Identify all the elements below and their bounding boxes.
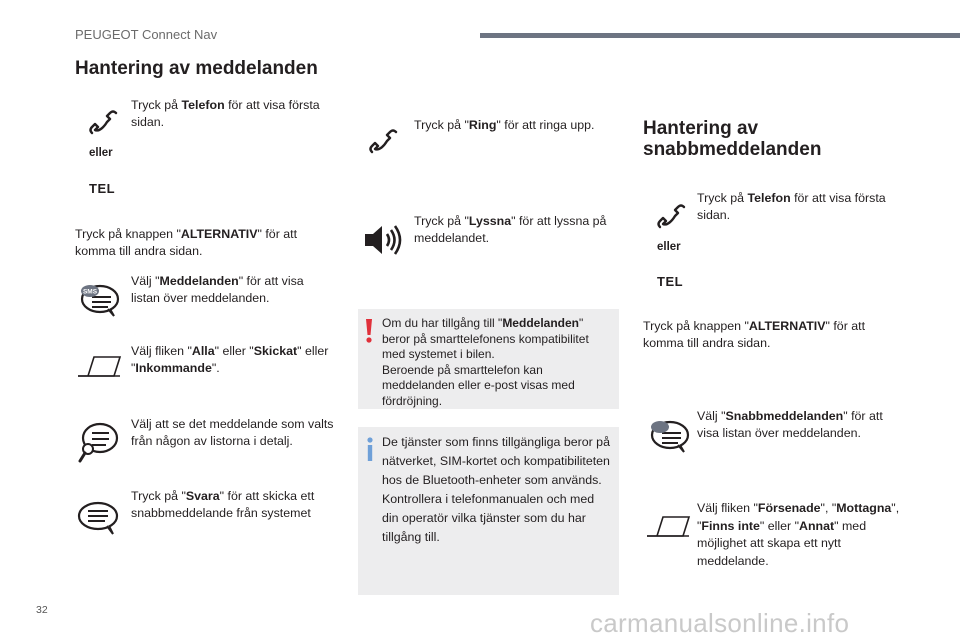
watermark: carmanualsonline.info (590, 608, 850, 638)
step-ring: Tryck på "Ring" för att ringa upp. (414, 118, 595, 132)
step-lyssna: Tryck på "Lyssna" för att lyssna på meddelandet. (414, 214, 607, 245)
warning-icon (363, 318, 375, 344)
call-icon (366, 124, 400, 158)
step-detalj: Välj att se det meddelande som valts från någon av listorna i detalj. (131, 417, 334, 448)
step-alternativ-2: Tryck på knappen "ALTERNATIV" för att komma till andra sidan. (643, 319, 866, 350)
eller-label: eller (89, 147, 113, 159)
step-telefon: Tryck på Telefon för att visa första sidan. (131, 98, 320, 129)
eller-label-2: eller (657, 241, 681, 253)
tel-label-2: TEL (657, 274, 684, 289)
step-snabb: Välj "Snabbmeddelanden" för att visa listan över meddelanden. (697, 409, 883, 440)
phone-icon-2 (654, 199, 688, 233)
info-icon (366, 437, 374, 461)
header-title: PEUGEOT Connect Nav (75, 27, 218, 42)
tab-icon-2 (645, 514, 691, 540)
step-svara: Tryck på "Svara" för att skicka ett snabbmeddelande från systemet (131, 489, 315, 520)
page-number: 32 (36, 604, 48, 616)
message-detail-icon (78, 420, 122, 464)
step-alternativ: Tryck på knappen "ALTERNATIV" för att komma till andra sidan. (75, 227, 298, 258)
info-text: De tjänster som finns tillgängliga beror på nätverket, SIM-kortet och kompatibiliteten hos de Bluetooth-enheter som används. Kontrollera i telefonmanualen och med din operatör vilka tjänster som du har tillgång till. (382, 435, 610, 544)
quick-message-icon (648, 418, 692, 454)
step-flik-2: Välj fliken "Försenade", "Mottagna", "Finns inte" eller "Annat" med möjlighet att skapa ett nytt meddelande. (697, 501, 900, 568)
sms-icon (78, 282, 122, 318)
tab-icon (76, 354, 122, 380)
header-bar (480, 33, 960, 38)
section-title-messages: Hantering av meddelanden (75, 58, 318, 79)
step-telefon-2: Tryck på Telefon för att visa första sidan. (697, 191, 886, 222)
svg-text:SMS: SMS (82, 288, 98, 296)
warning-text: Om du har tillgång till "Meddelanden" beror på smarttelefonens kompatibilitet med systemet i bilen. Beroende på smarttelefon kan meddelanden eller e-post visas med fördröjning. (382, 316, 589, 408)
speaker-icon (363, 224, 403, 256)
phone-icon (86, 105, 120, 139)
tel-label: TEL (89, 181, 116, 196)
message-reply-icon (76, 500, 120, 536)
step-meddelanden: Välj "Meddelanden" för att visa listan över meddelanden. (131, 274, 304, 305)
section-title-quick-messages: Hantering av snabbmeddelanden (643, 118, 822, 160)
step-flik: Välj fliken "Alla" eller "Skickat" eller "Inkommande". (131, 344, 329, 375)
